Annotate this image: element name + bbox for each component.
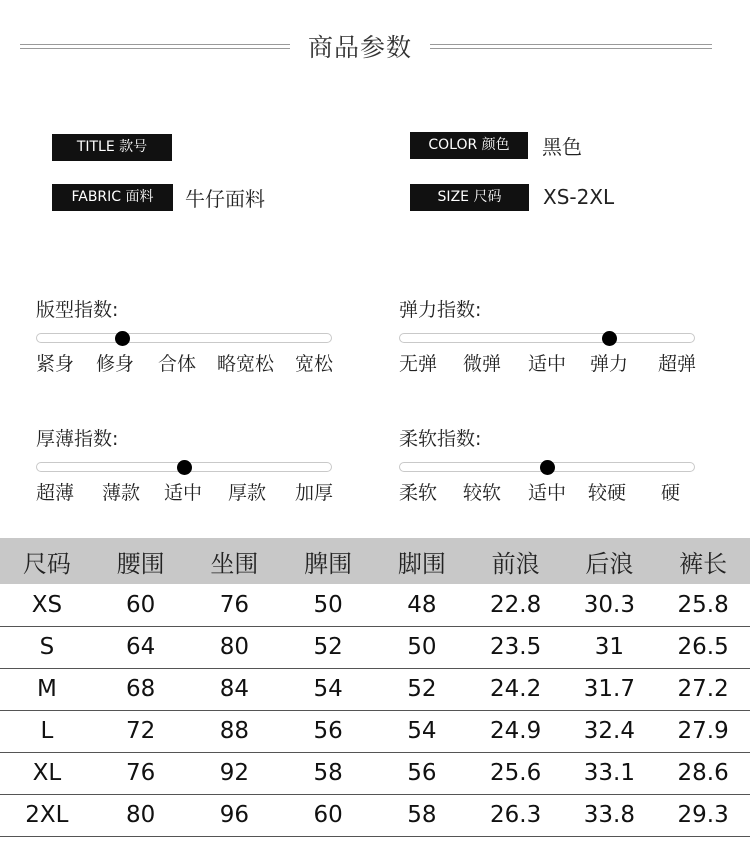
table-cell: S bbox=[0, 626, 94, 668]
index-knob bbox=[602, 331, 617, 346]
table-cell: L bbox=[0, 710, 94, 752]
table-row bbox=[0, 626, 750, 668]
header-rule-right bbox=[430, 44, 712, 49]
table-cell: XL bbox=[0, 752, 94, 794]
index-title: 柔软指数: bbox=[399, 428, 482, 450]
table-cell: M bbox=[0, 668, 94, 710]
table-cell: 60 bbox=[94, 584, 188, 626]
table-row bbox=[0, 794, 750, 836]
header-size: 尺码 bbox=[0, 538, 94, 584]
table-cell: 31.7 bbox=[563, 668, 657, 710]
table-row bbox=[0, 584, 750, 626]
table-cell: 2XL bbox=[0, 794, 94, 836]
table-cell: 52 bbox=[281, 626, 375, 668]
level-label: 略宽松 bbox=[217, 353, 275, 375]
header-back-rise: 后浪 bbox=[563, 538, 657, 584]
table-cell: 33.1 bbox=[563, 752, 657, 794]
table-cell: 56 bbox=[375, 752, 469, 794]
header-waist: 腰围 bbox=[94, 538, 188, 584]
table-cell: 33.8 bbox=[563, 794, 657, 836]
table-cell: 56 bbox=[281, 710, 375, 752]
index-title: 版型指数: bbox=[36, 299, 119, 321]
section-title: 商品参数 bbox=[307, 33, 412, 62]
table-cell: 92 bbox=[188, 752, 282, 794]
color-value: 黑色 bbox=[542, 134, 582, 159]
level-label: 紧身 bbox=[36, 353, 75, 375]
table-cell: 54 bbox=[375, 710, 469, 752]
level-label: 弹力 bbox=[590, 353, 629, 375]
header-thigh: 脾围 bbox=[281, 538, 375, 584]
level-label: 修身 bbox=[96, 353, 135, 375]
level-label: 加厚 bbox=[295, 482, 334, 504]
table-cell: 80 bbox=[188, 626, 282, 668]
index-track bbox=[399, 462, 695, 472]
table-cell: 58 bbox=[281, 752, 375, 794]
header-leg-opening: 脚围 bbox=[375, 538, 469, 584]
table-cell: 68 bbox=[94, 668, 188, 710]
table-cell: 76 bbox=[188, 584, 282, 626]
table-cell: 96 bbox=[188, 794, 282, 836]
level-label: 柔软 bbox=[399, 482, 438, 504]
level-label: 厚款 bbox=[228, 482, 267, 504]
table-cell: 52 bbox=[375, 668, 469, 710]
table-cell: 23.5 bbox=[469, 626, 563, 668]
table-cell: 26.3 bbox=[469, 794, 563, 836]
header-rule-left bbox=[20, 44, 290, 49]
index-levels bbox=[36, 349, 336, 375]
table-cell: 30.3 bbox=[563, 584, 657, 626]
param-title bbox=[52, 133, 184, 161]
level-label: 无弹 bbox=[399, 353, 438, 375]
table-cell: 80 bbox=[94, 794, 188, 836]
thickness-index bbox=[36, 424, 336, 504]
table-cell: 54 bbox=[281, 668, 375, 710]
header-length: 裤长 bbox=[656, 538, 750, 584]
index-title: 弹力指数: bbox=[399, 299, 482, 321]
size-value: XS-2XL bbox=[543, 185, 615, 209]
table-row bbox=[0, 710, 750, 752]
table-cell: 64 bbox=[94, 626, 188, 668]
table-cell: 48 bbox=[375, 584, 469, 626]
table-header-row bbox=[0, 538, 750, 584]
index-title: 厚薄指数: bbox=[36, 428, 119, 450]
table-cell: 24.9 bbox=[469, 710, 563, 752]
index-levels bbox=[399, 478, 699, 504]
level-label: 宽松 bbox=[295, 353, 334, 375]
level-label: 适中 bbox=[164, 482, 203, 504]
table-cell: 29.3 bbox=[656, 794, 750, 836]
index-levels bbox=[399, 349, 699, 375]
table-cell: 22.8 bbox=[469, 584, 563, 626]
table-cell: XS bbox=[0, 584, 94, 626]
level-label: 合体 bbox=[158, 353, 197, 375]
elasticity-index bbox=[399, 295, 699, 375]
size-tag: SIZE 尺码 bbox=[410, 184, 529, 211]
table-cell: 28.6 bbox=[656, 752, 750, 794]
index-track bbox=[399, 333, 695, 343]
index-track bbox=[36, 462, 332, 472]
title-tag: TITLE 款号 bbox=[52, 134, 172, 161]
param-fabric bbox=[52, 183, 265, 211]
fabric-tag: FABRIC 面料 bbox=[52, 184, 173, 211]
size-chart-table bbox=[0, 538, 750, 837]
table-cell: 58 bbox=[375, 794, 469, 836]
table-cell: 50 bbox=[281, 584, 375, 626]
index-levels bbox=[36, 478, 336, 504]
level-label: 硬 bbox=[661, 482, 681, 504]
table-cell: 26.5 bbox=[656, 626, 750, 668]
header-hip: 坐围 bbox=[188, 538, 282, 584]
softness-index bbox=[399, 424, 699, 504]
table-cell: 88 bbox=[188, 710, 282, 752]
table-cell: 84 bbox=[188, 668, 282, 710]
level-label: 较软 bbox=[463, 482, 502, 504]
level-label: 适中 bbox=[528, 482, 567, 504]
level-label: 超弹 bbox=[658, 353, 697, 375]
index-track bbox=[36, 333, 332, 343]
section-header bbox=[0, 26, 750, 66]
table-cell: 32.4 bbox=[563, 710, 657, 752]
level-label: 较硬 bbox=[588, 482, 627, 504]
table-cell: 60 bbox=[281, 794, 375, 836]
table-row bbox=[0, 752, 750, 794]
param-size bbox=[410, 183, 614, 211]
table-cell: 27.2 bbox=[656, 668, 750, 710]
header-front-rise: 前浪 bbox=[469, 538, 563, 584]
level-label: 薄款 bbox=[102, 482, 141, 504]
table-cell: 31 bbox=[563, 626, 657, 668]
table-cell: 27.9 bbox=[656, 710, 750, 752]
index-knob bbox=[177, 460, 192, 475]
index-knob bbox=[540, 460, 555, 475]
level-label: 微弹 bbox=[463, 353, 502, 375]
index-knob bbox=[115, 331, 130, 346]
table-cell: 50 bbox=[375, 626, 469, 668]
table-cell: 72 bbox=[94, 710, 188, 752]
fit-index bbox=[36, 295, 336, 375]
table-cell: 24.2 bbox=[469, 668, 563, 710]
param-color bbox=[410, 131, 582, 159]
table-cell: 25.8 bbox=[656, 584, 750, 626]
color-tag: COLOR 颜色 bbox=[410, 132, 528, 159]
table-row bbox=[0, 668, 750, 710]
fabric-value: 牛仔面料 bbox=[185, 186, 265, 211]
level-label: 超薄 bbox=[36, 482, 75, 504]
table-cell: 76 bbox=[94, 752, 188, 794]
level-label: 适中 bbox=[528, 353, 567, 375]
table-cell: 25.6 bbox=[469, 752, 563, 794]
